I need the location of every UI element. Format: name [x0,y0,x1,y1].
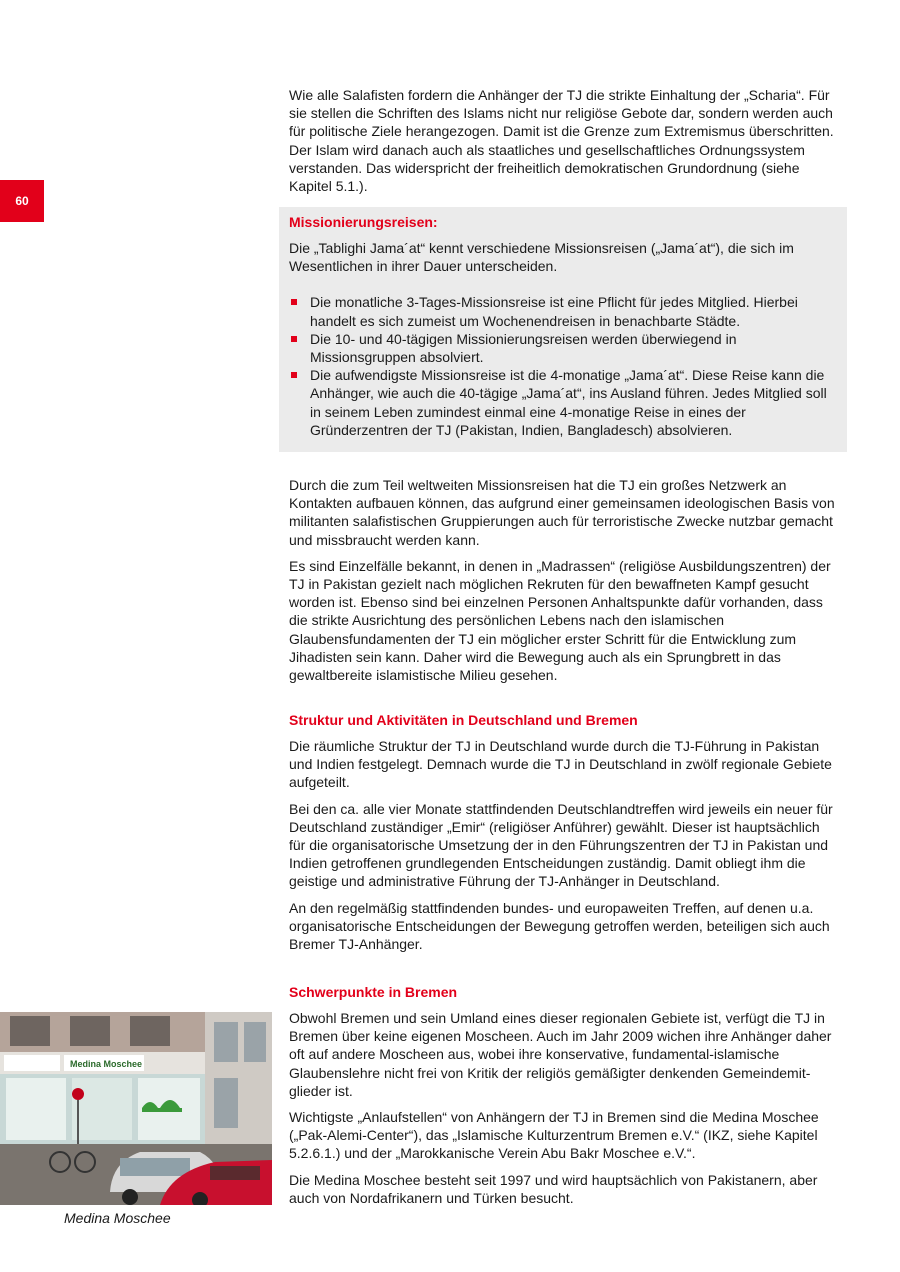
body-paragraph: Wichtigste „Anlaufstellen“ von Anhängern der TJ in Bremen sind die Medina Moschee („Pak-Alemi-Center“), das „Islamische Kulturzentrum Bremen e.V.“ (IKZ, siehe Kapitel 5.2.6.1.) und der „Marokkanische Verein Abu Bakr Moschee e.V.“. [289,1109,819,1162]
body-paragraph: An den regelmäßig stattfindenden bundes- und europaweiten Treffen, auf denen u.a. organisatorische Entscheidungen der Bewegung getroffen werden, beteiligen sich auch Bremer TJ-Anhänger. [289,899,830,953]
list-item: Die aufwendigste Missionsreise ist die 4-monatige „Jama´at“. Diese Reise kann die Anhänger, wie auch die 40-tägige „Jama´at“, ins Ausland führen. Jedes Mitglied soll in seinem Leben zumindest einmal eine 4-monatige Reise in eines der Gründerzentren der TJ (Pakistan, Indien, Bangladesch) absolvieren. [289,366,837,439]
box-heading: Missionierungsreisen: [289,214,438,230]
bullet-square-icon [291,336,297,342]
bullet-square-icon [291,299,297,305]
body-paragraph: Es sind Einzelfälle bekannt, in denen in „Madrassen“ (religiöse Ausbildungszentren) der TJ in Pakistan gezielt nach möglichen Rekruten für den bewaffneten Kampf gesucht worden ist. Ebenso sind bei einzelnen Personen Anhaltspunkte dafür vorhanden, dass die strikte Ausrichtung des persönlichen Lebens nach den islamischen Glaubensfundamenten der TJ ein möglicher erster Schritt für die Entwicklung zum Jihadisten sein kann. Daher wird die Bewegung auch als ein Sprungbrett in das gewaltbereite islamistische Milieu gesehen. [289,557,831,684]
photo-caption: Medina Moschee [64,1210,171,1226]
body-paragraph: Die Medina Moschee besteht seit 1997 und wird hauptsächlich von Pakistanern, aber auch von Nordafrikanern und Türken besucht. [289,1171,818,1206]
body-paragraph: Die räumliche Struktur der TJ in Deutschland wurde durch die TJ-Führung in Pakistan und Indien festgelegt. Demnach wurde die TJ in Deutschland in zwölf regionale Gebiete aufgeteilt. [289,738,832,791]
box-intro: Die „Tablighi Jama´at“ kennt verschiedene Missionsreisen („Jama´at“), die sich im Wesentlichen in ihrer Dauer unterscheiden. [289,240,794,275]
missionierungsreisen-box [279,207,847,452]
bullet-square-icon [291,372,297,378]
section-heading: Schwerpunkte in Bremen [289,984,458,1000]
body-paragraph: Durch die zum Teil weltweiten Missionsreisen hat die TJ ein großes Netzwerk an Kontakten aufbauen können, das aufgrund einer gemeinsamen ideologischen Basis von militanten salafistischen Gruppierungen auch für terroristische Zwecke nutzbar gemacht und missbraucht werden kann. [289,477,835,548]
intro-paragraph: Wie alle Salafisten fordern die Anhänger der TJ die strikte Einhaltung der „Scharia“. Für sie stellen die Schriften des Islams nicht nur religiöse Gebote dar, sondern werden auch für politische Ziele herangezogen. Damit ist die Grenze zum Extremismus überschritten. Der Islam wird danach auch als staatliches und gesellschaftliches Ordnungssystem verstanden. Das widerspricht der freiheitlich demokratischen Grundordnung (siehe Kapitel 5.1.). [289,87,834,195]
body-paragraph: Bei den ca. alle vier Monate stattfindenden Deutschlandtreffen wird jeweils ein neuer für Deutschland zuständiger „Emir“ (religiöser Anführer) gewählt. Dieser ist hauptsächlich für die organisatorische Umsetzung der in den Führungszentren der TJ in Pakistan und Indien getroffenen grundlegenden Entscheidungen zuständig. Damit obliegt ihm die geistige und administrative Führung der TJ-Anhänger in Deutschland. [289,800,833,890]
section-structure [289,711,837,961]
body-block [289,476,837,692]
mosque-photo [0,1012,272,1205]
page-number-tab [0,180,44,222]
mosque-sign-text: Medina Moschee [70,1059,143,1069]
list-item: Die monatliche 3-Tages-Missionsreise ist eine Pflicht für jedes Mitglied. Hierbei handelt es sich zumeist um Wochenendreisen in benachbarte Städte. [289,293,837,329]
section-bremen [289,983,837,1215]
body-paragraph: Obwohl Bremen und sein Umland eines dieser regionalen Gebiete ist, verfügt die TJ in Bremen über keine eigenen Moscheen. Auch im Jahr 2009 wichen ihre Anhänger daher oft auf andere Moscheen aus, wobei ihre konservative, fundamental-islamische Glaubenslehre nicht frei von Kritik der religiös gemäßigter denkenden Gemeindemitglieder ist. [289,1010,832,1099]
mosque-photo-illustration [0,1012,272,1205]
list-item: Die 10- und 40-tägigen Missionierungsreisen werden überwiegend in Missionsgruppen absolviert. [289,330,837,366]
section-heading: Struktur und Aktivitäten in Deutschland und Bremen [289,712,638,728]
page-number: 60 [15,194,29,208]
box-bullet-list [289,293,837,439]
intro-block [289,86,837,203]
